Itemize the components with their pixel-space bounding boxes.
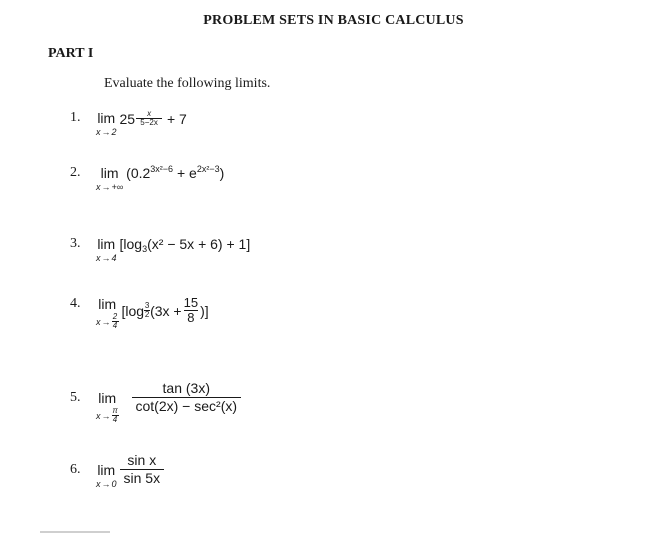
problem-number: 3.	[70, 236, 81, 251]
exponent-fraction: $\frac{x}{5-2x}$	[136, 110, 162, 127]
denominator: sin 5x	[123, 470, 161, 486]
problem-4	[70, 296, 209, 330]
problem-5	[70, 380, 241, 424]
inline-fraction: 15 8	[183, 295, 199, 325]
problem-number: 2.	[70, 165, 81, 180]
problem-expression	[96, 452, 164, 489]
limit-subscript: x → +∞	[96, 182, 124, 192]
problem-number: 6.	[70, 462, 81, 477]
numerator: tan (3x)	[162, 380, 210, 396]
problem-number: 4.	[70, 296, 81, 311]
problem-2	[70, 165, 224, 192]
problem-number: 1.	[70, 110, 81, 125]
problem-6	[70, 452, 164, 489]
limit-operator: lim x → 2 4	[96, 296, 118, 330]
problem-1	[70, 110, 187, 137]
limit-subscript: x → 4	[96, 253, 117, 263]
limit-operator: lim x → 2	[96, 110, 117, 137]
main-fraction	[132, 380, 242, 415]
limit-subscript: x → 0	[96, 479, 117, 489]
instruction-text: Evaluate the following limits.	[104, 76, 271, 91]
problem-expression: lim x → 4 $[\log_3(x^2 - 5x + 6) + 1]$	[96, 236, 251, 263]
limit-subscript: x → π 4	[96, 406, 118, 424]
problem-number: 5.	[70, 390, 81, 405]
problem-expression: lim x → 2 4 [log 3 2 (3x + 15 8 )]	[96, 295, 209, 330]
limit-operator: lim x → 0	[96, 462, 117, 489]
numerator: sin x	[127, 452, 157, 468]
limit-operator: lim x → π 4	[96, 390, 118, 424]
page-edge-line	[40, 531, 110, 533]
part-heading: PART I	[48, 46, 94, 61]
problem-3	[70, 236, 250, 263]
problem-expression: lim x → +∞ $(0.2^{3x^2-6} + e^{2x^2-3})$	[96, 164, 225, 192]
page-title: PROBLEM SETS IN BASIC CALCULUS	[203, 13, 464, 28]
limit-subscript: x → 2 4	[96, 312, 118, 330]
denominator: cot(2x) − sec²(x)	[135, 398, 238, 414]
main-fraction	[120, 452, 165, 487]
problem-expression	[96, 380, 241, 424]
limit-operator: lim x → 4	[96, 236, 117, 263]
limit-subscript: x → 2	[96, 127, 117, 137]
log-base-fraction: 3 2	[144, 301, 150, 319]
limit-operator: lim x → +∞	[96, 165, 124, 192]
problem-expression: lim x → 2 25 $\frac{x}{5-2x}$ + 7	[96, 109, 187, 137]
